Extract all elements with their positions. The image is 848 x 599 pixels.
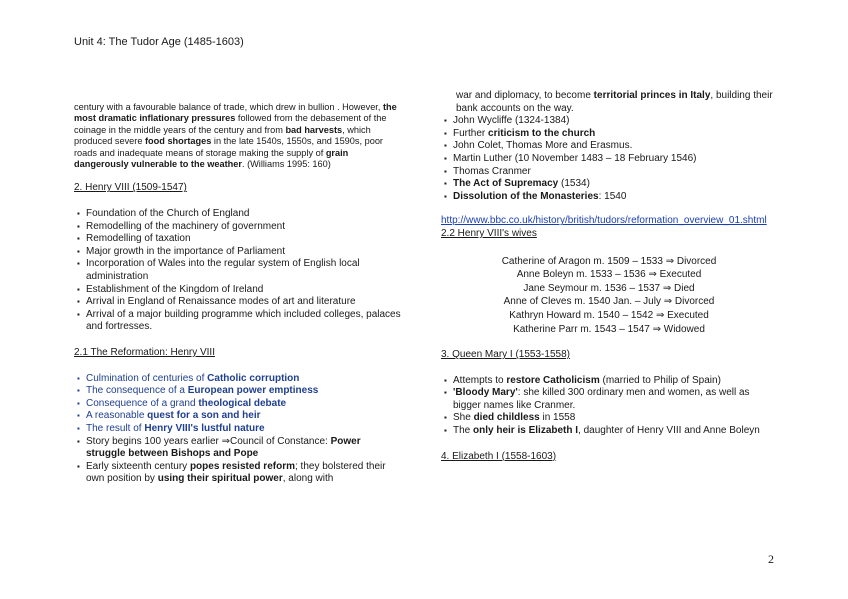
intro-segment: in the late 1540s, 1550s, and 1590s, poor roads and inadequate means of storage making the supply of [74,136,383,158]
list-item [74,461,402,486]
list-item-segment: John Colet, Thomas More and Erasmus. [453,140,633,152]
list-item-segment: Power struggle between Bishops and Pope [86,435,361,460]
list-item: ▪ Major growth in the importance of Parliament [74,246,402,259]
list-item [441,178,777,191]
page-number: 2 [768,552,774,566]
list-item-segment: Consequence of a grand [86,397,199,409]
list-item: ▪ Arrival of a major building programme which included colleges, palaces and fortresses. [74,309,402,334]
list-item-segment: A reasonable [86,410,148,422]
list-item [441,166,777,179]
list-item-segment: died childless [473,412,540,424]
continuation-paragraph [441,90,777,115]
list-item-segment: : she killed 300 ordinary men and women, as well as bigger names like Cranmer. [453,387,750,411]
list-item-segment: She [453,412,474,424]
intro-segment: bad harvests [285,124,343,135]
list-item-segment: The [453,425,474,437]
wife-entry: Catherine of Aragon m. 1509 – 1533 ⇒ Divorced [501,255,717,267]
list-item-segment: Martin Luther (10 November 1483 – 18 February 1546) [453,152,697,164]
list-item-segment: Dissolution of the Monasteries [453,190,599,202]
wives-heading: 2.2 Henry VIII's wives [441,227,537,239]
list-item-segment: , daughter of Henry VIII and Anne Boleyn [578,425,760,437]
list-item-segment: The Act of Supremacy [453,178,559,190]
list-item-segment: using their spiritual power [157,473,283,485]
intro-segment: the most dramatic inflationary pressures [74,102,397,124]
queen-mary-heading: 3. Queen Mary I (1553-1558) [441,349,570,361]
list-item-segment: Thomas Cranmer [453,165,531,177]
list-item: ▪ Incorporation of Wales into the regular system of English local administration [74,258,402,283]
list-item-segment: theological debate [198,397,287,409]
bbc-reformation-link[interactable]: http://www.bbc.co.uk/history/british/tudors/reformation_overview_01.shtml [441,215,767,227]
right_cont-segment: , building their bank accounts on the way. [456,90,773,114]
wife-entry: Jane Seymour m. 1536 – 1537 ⇒ Died [523,282,695,294]
reformers-list [441,115,777,203]
list-item [74,436,402,461]
intro-segment: . (Williams 1995: 160) [241,159,331,170]
list-item-segment: Further [453,127,489,139]
list-item [441,140,777,153]
list-item-segment: Early sixteenth century [86,460,190,472]
intro-paragraph [74,102,402,170]
list-item-segment: in 1558 [539,412,576,424]
list-item [74,373,402,386]
list-item-segment: The consequence of a [86,385,188,397]
list-item-segment: (1534) [558,178,590,190]
list-item-segment: John Wycliffe (1324-1384) [453,115,570,127]
list-item: ▪ Arrival in England of Renaissance modes of art and literature [74,296,402,309]
henry-viii-list [74,208,402,334]
reformation-heading: 2.1 The Reformation: Henry VIII [74,346,215,358]
list-item [441,425,777,438]
left-column [74,102,402,486]
wife-entry: Kathryn Howard m. 1540 – 1542 ⇒ Executed [509,309,709,321]
list-item [441,153,777,166]
list-item-segment: Attempts to [453,374,507,386]
elizabeth-heading: 4. Elizabeth I (1558-1603) [441,450,557,462]
list-item-segment: Culmination of centuries of [86,372,208,384]
reformation-causes-list [74,373,402,436]
list-item-segment: Story begins 100 years earlier ⇒Council of Constance: [86,435,331,447]
list-item [441,115,777,128]
intro-segment: century with a favourable balance of trade, which drew in bullion . However, [74,102,383,112]
list-item: ▪ Establishment of the Kingdom of Ireland [74,284,402,297]
wives-list [441,255,777,337]
list-item [74,410,402,423]
henry-viii-heading: 2. Henry VIII (1509-1547) [74,182,187,194]
list-item [441,191,777,204]
intro-segment: food shortages [145,136,212,147]
list-item-segment: restore Catholicism [506,374,600,386]
wife-entry: Katherine Parr m. 1543 – 1547 ⇒ Widowed [513,323,705,335]
list-item [74,385,402,398]
list-item-segment: , along with [282,473,334,485]
wife-entry: Anne Boleyn m. 1533 – 1536 ⇒ Executed [516,269,702,281]
list-item-segment: 'Bloody Mary' [453,387,518,399]
list-item-segment: only heir is Elizabeth I [473,425,579,437]
list-item [74,398,402,411]
list-item: ▪ Foundation of the Church of England [74,208,402,221]
intro-segment: , which produced severe [74,124,371,147]
list-item-segment: The result of [86,422,145,434]
right_cont-segment: war and diplomacy, to become [456,90,594,101]
list-item-segment: (married to Philip of Spain) [599,374,721,386]
list-item-segment: Catholic corruption [207,372,300,384]
reformation-story-list [74,436,402,486]
list-item-segment: European power emptiness [187,385,319,397]
list-item-segment: ; they bolstered their own position by [86,460,386,485]
list-item [441,387,777,412]
list-item [74,423,402,436]
list-item-segment: Henry VIII's lustful nature [144,422,265,434]
right-column [441,90,777,463]
intro-segment: followed from the debasement of the coinage in the middle years of the century and from [74,113,387,135]
list-item-segment: quest for a son and heir [147,410,261,422]
list-item-segment: criticism to the church [488,127,596,139]
list-item: ▪ Remodelling of the machinery of government [74,221,402,234]
list-item [441,375,777,388]
page-header: Unit 4: The Tudor Age (1485-1603) [74,36,244,48]
list-item: ▪ Remodelling of taxation [74,233,402,246]
right_cont-segment: territorial princes in Italy [593,90,711,101]
wife-entry: Anne of Cleves m. 1540 Jan. – July ⇒ Divorced [503,296,715,308]
intro-segment: grain dangerously vulnerable to the weather [74,147,349,170]
list-item [441,128,777,141]
list-item [441,412,777,425]
list-item-segment: : 1540 [598,190,627,202]
list-item-segment: popes resisted reform [189,460,295,472]
queen-mary-list [441,375,777,438]
